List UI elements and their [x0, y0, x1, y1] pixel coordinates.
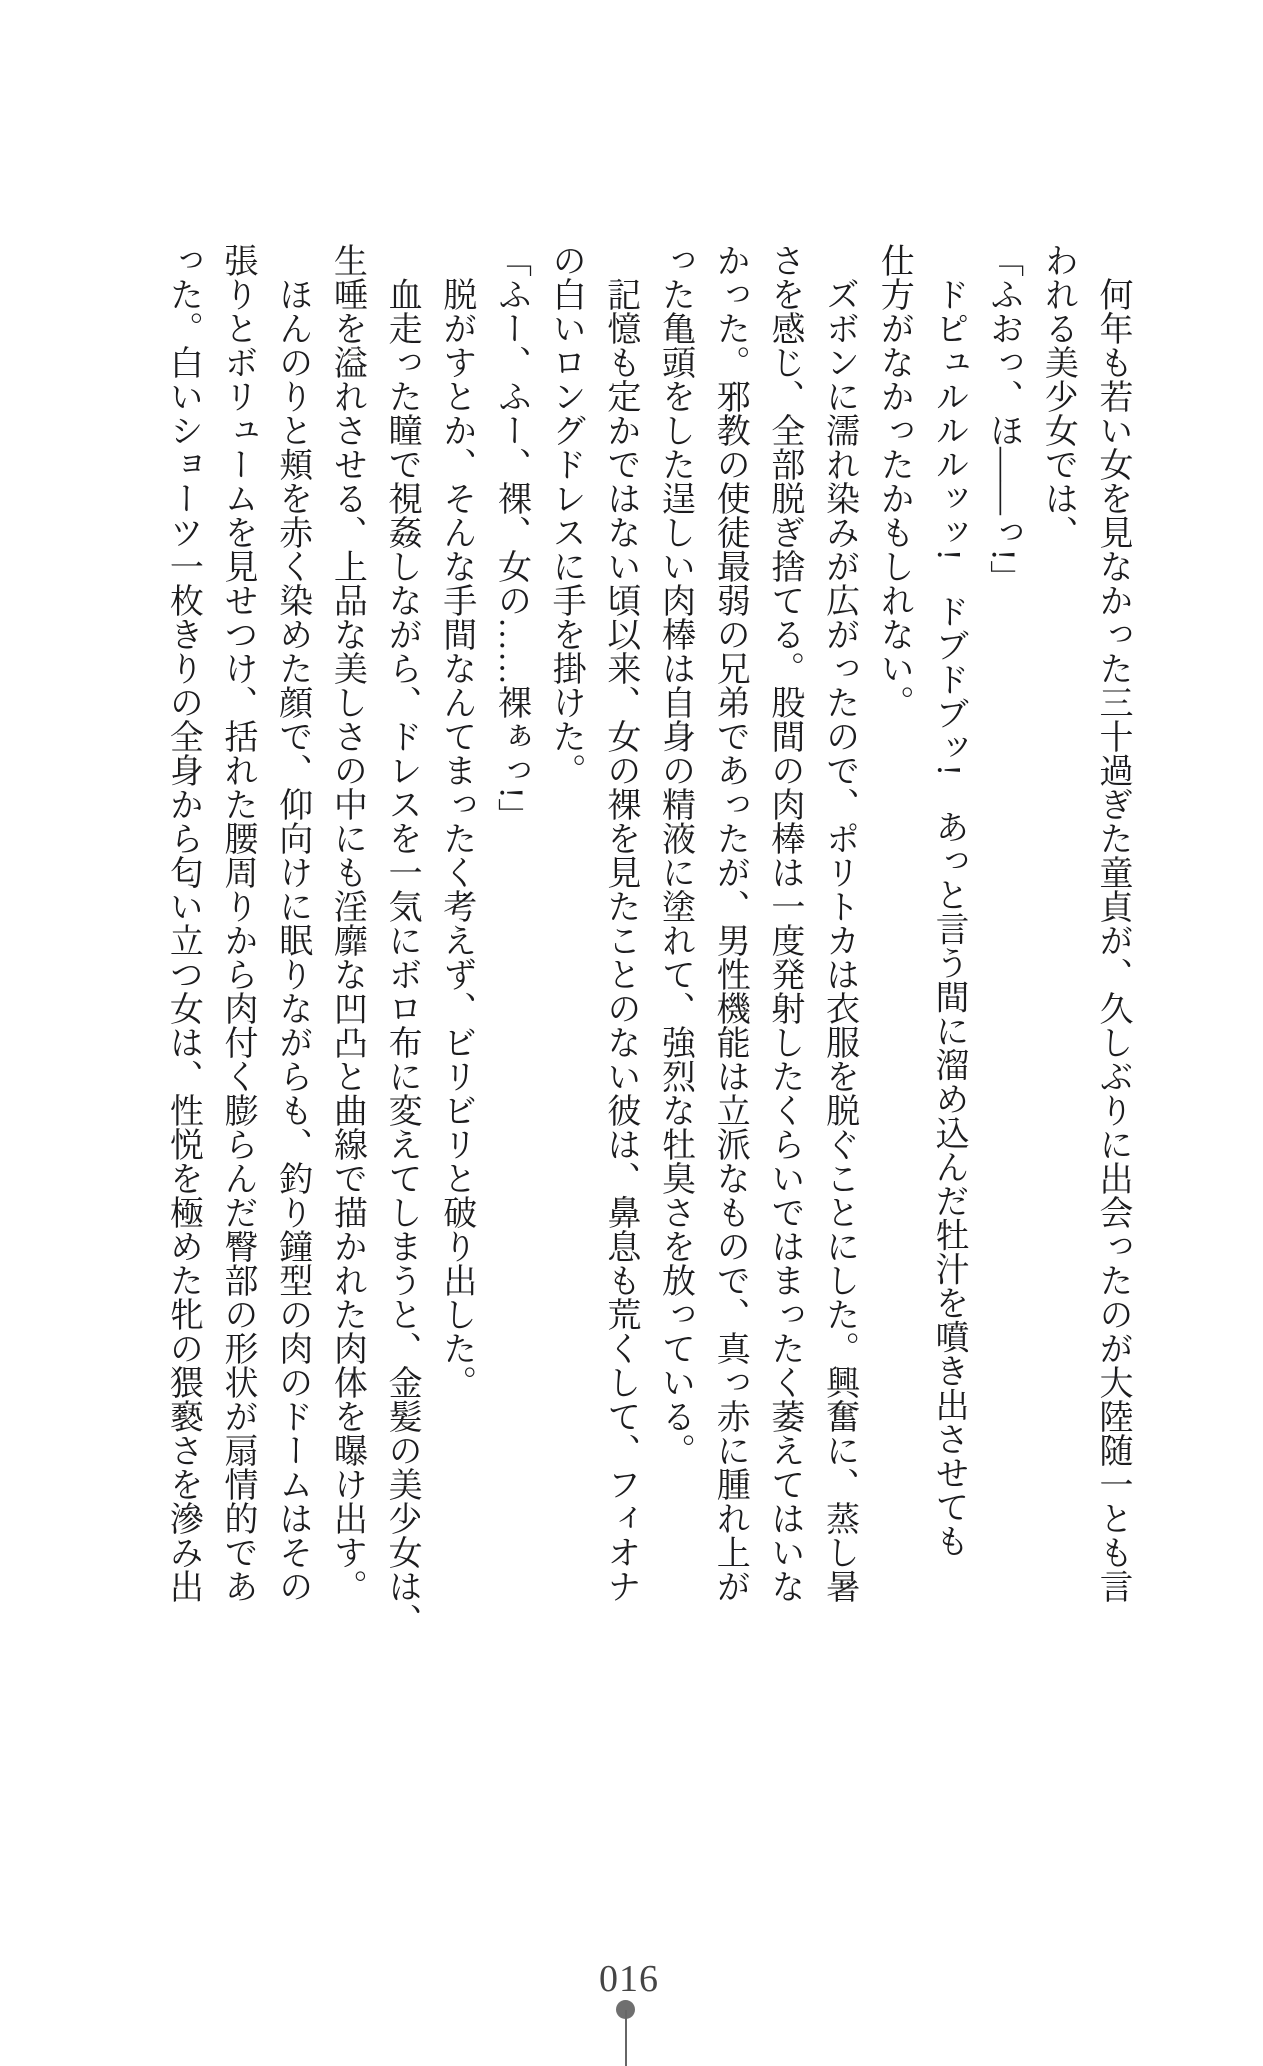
text-column: った亀頭をした逞しい肉棒は自身の精液に塗れて、強烈な牡臭さを放っている。	[656, 243, 694, 1467]
text-column: 「ふー、ふー、裸、女の……裸ぁっ!」	[492, 243, 530, 833]
vertical-text-block	[165, 243, 1129, 1637]
text-column: 張りとボリュームを見せつけ、括れた腰周りから肉付く膨らんだ臀部の形状が扇情的であ	[219, 243, 256, 1603]
text-column: さを感じ、全部脱ぎ捨てる。股間の肉棒は一度発射したくらいではまったく萎えてはいな	[765, 243, 803, 1603]
text-column: かった。邪教の使徒最弱の兄弟であったが、男性機能は立派なもので、真っ赤に腫れ上が	[711, 243, 749, 1603]
text-column: ズボンに濡れ染みが広がったので、ポリトカは衣服を脱ぐことにした。興奮に、蒸し暑	[820, 243, 858, 1603]
text-column: われる美少女では、	[1039, 243, 1077, 549]
text-column: ドピュルルルッッ! ドブドブッ! あっと言う間に溜め込んだ牡汁を噴き出させても	[929, 243, 967, 1558]
footer-vertical-line	[625, 2010, 627, 2066]
text-column: 生唾を溢れさせる、上品な美しさの中にも淫靡な凹凸と曲線で描かれた肉体を曝け出す。	[328, 243, 366, 1603]
text-column: 何年も若い女を見なかった三十過ぎた童貞が、久しぶりに出会ったのが大陸随一とも言	[1094, 243, 1131, 1603]
text-column: ほんのりと頬を赤く染めた顔で、仰向けに眠りながらも、釣り鐘型の肉のドームはその	[273, 243, 311, 1603]
text-column: 血走った瞳で視姦しながら、ドレスを一気にボロ布に変えてしまうと、金髪の美少女は、	[383, 243, 421, 1637]
footer-dot-marker	[616, 2000, 635, 2019]
text-column: の白いロングドレスに手を掛けた。	[547, 243, 585, 787]
text-column: 脱がすとか、そんな手間なんてまったく考えず、ビリビリと破り出した。	[437, 243, 475, 1399]
text-column: 記憶も定かではない頃以来、女の裸を見たことのない彼は、鼻息も荒くして、フィオナ	[601, 243, 639, 1603]
text-column: った。白いショーツ一枚きりの全身から匂い立つ女は、性悦を極めた牝の猥褻さを滲み出	[164, 243, 202, 1603]
text-column: 「ふおっ、ほ――っ!」	[984, 243, 1022, 595]
page-number: 016	[599, 1958, 659, 2000]
text-column: 仕方がなかったかもしれない。	[875, 243, 913, 719]
